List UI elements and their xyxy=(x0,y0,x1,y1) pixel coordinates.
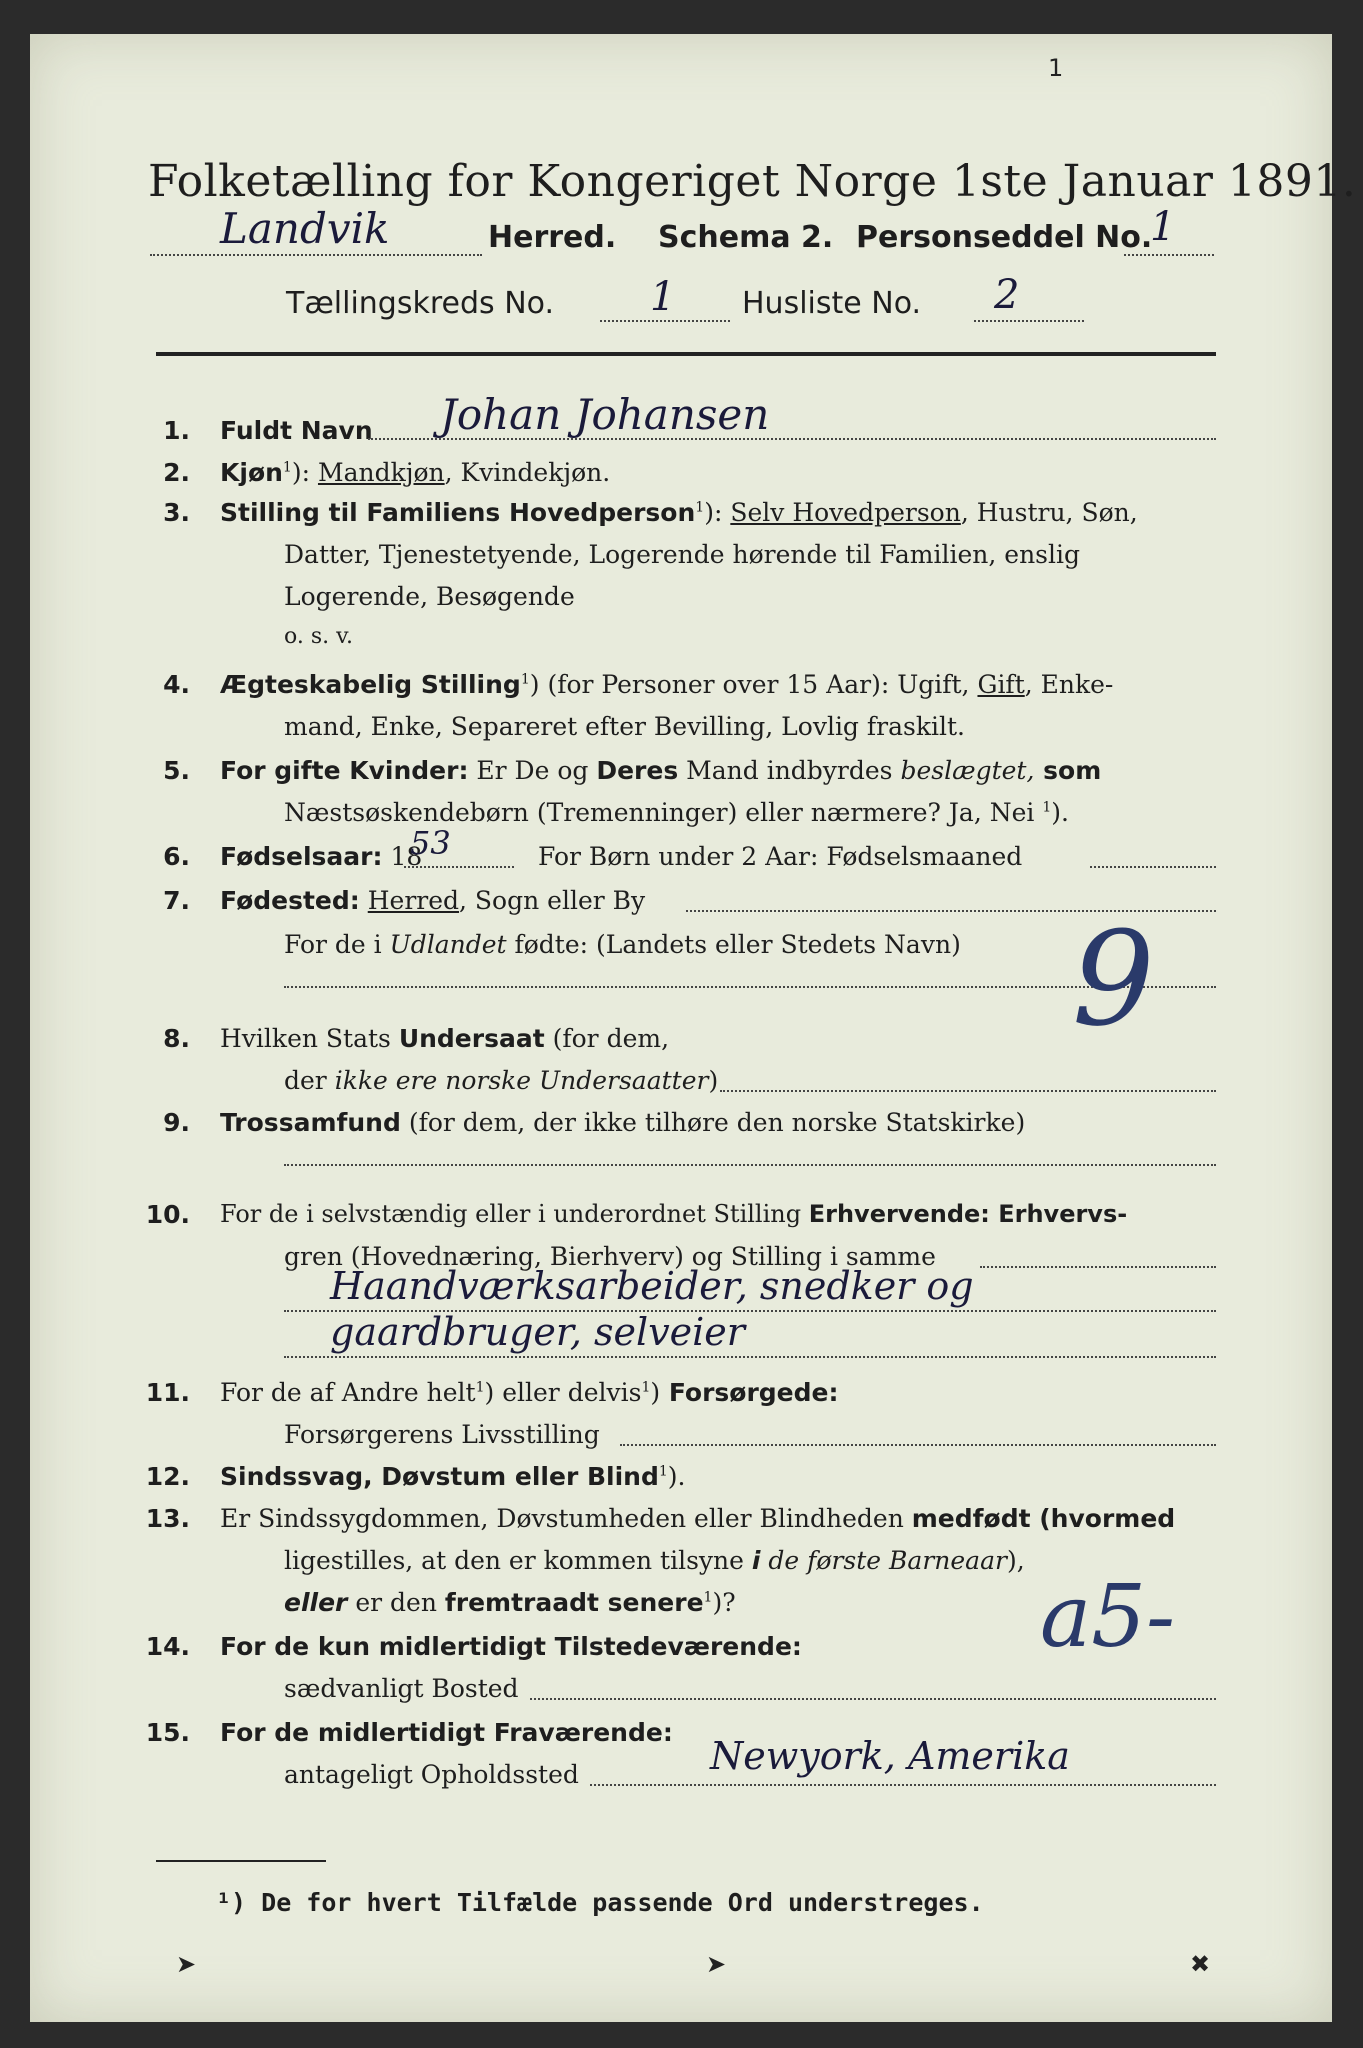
q9-dotline xyxy=(284,1164,1216,1166)
q4-line2: mand, Enke, Separeret efter Bevilling, Lovlig fraskilt. xyxy=(284,712,965,741)
q6-label: Fødselsaar: 18 xyxy=(220,842,423,871)
q15-label: For de midlertidigt Fraværende: xyxy=(220,1718,673,1747)
q3-line2: Datter, Tjenestetyende, Logerende hørende til Familien, enslig xyxy=(284,540,1081,569)
q8-number: 8. xyxy=(163,1024,190,1053)
q10-line1: For de i selvstændig eller i underordnet Stilling Erhvervende: Erhvervs- xyxy=(220,1200,1128,1228)
census-form xyxy=(30,34,1357,2022)
registration-mark-right: ✖ xyxy=(1190,1950,1211,1978)
q10-answer1: Haandværksarbeider, snedker og xyxy=(330,1264,974,1308)
personseddel-value: 1 xyxy=(1150,204,1176,250)
herred-label: Herred. xyxy=(488,220,617,255)
q7-line1: Fødested: Herred, Sogn eller By xyxy=(220,886,646,915)
q1-number: 1. xyxy=(163,416,190,445)
q8-line1: Hvilken Stats Undersaat (for dem, xyxy=(220,1024,670,1053)
q13-line2: ligestilles, at den er kommen tilsyne i de første Barneaar), xyxy=(284,1546,1025,1575)
q7-number: 7. xyxy=(163,886,190,915)
q5-line1: For gifte Kvinder: Er De og Deres Mand indbyrdes beslægtet, som xyxy=(220,756,1102,785)
q14-label: For de kun midlertidigt Tilstedeværende: xyxy=(220,1632,802,1661)
q2-number: 2. xyxy=(163,458,190,487)
husliste-value: 2 xyxy=(994,272,1020,318)
q3-line3: Logerende, Besøgende xyxy=(284,582,575,611)
personseddel-dotline xyxy=(1124,254,1214,256)
q14-line2: sædvanligt Bosted xyxy=(284,1674,519,1703)
personseddel-label: Personseddel No. xyxy=(856,220,1153,255)
q4-line1: Ægteskabelig Stilling$^1$) (for Personer over 15 Aar): Ugift, Gift, Enke- xyxy=(220,670,1114,699)
kreds-label: Tællingskreds No. xyxy=(286,286,554,321)
q10-dotline0 xyxy=(980,1266,1216,1268)
q15-answer: Newyork, Amerika xyxy=(710,1734,1070,1778)
q15-number: 15. xyxy=(145,1718,190,1747)
q6-month-dotline xyxy=(1090,866,1216,868)
page-mark: 1 xyxy=(1048,54,1064,82)
q3-number: 3. xyxy=(163,498,190,527)
q9-line1: Trossamfund (for dem, der ikke tilhøre den norske Statskirke) xyxy=(220,1108,1026,1137)
q5-line2: Næstsøskendebørn (Tremenninger) eller nærmere? Ja, Nei $^1$). xyxy=(284,798,1069,827)
husliste-label: Husliste No. xyxy=(742,286,922,321)
q10-dotline2 xyxy=(284,1356,1216,1358)
q8-line2: der ikke ere norske Undersaatter) xyxy=(284,1066,719,1095)
q11-dotline xyxy=(620,1444,1216,1446)
q5-number: 5. xyxy=(163,756,190,785)
q13-margin-mark: a5- xyxy=(1040,1567,1176,1667)
q15-dotline xyxy=(590,1784,1216,1786)
schema-label: Schema 2. xyxy=(658,220,834,255)
q1-label: Fuldt Navn xyxy=(220,416,373,445)
q6-answer: 53 xyxy=(410,824,451,862)
kreds-value: 1 xyxy=(650,274,676,320)
q6-rest: For Børn under 2 Aar: Fødselsmaaned xyxy=(538,842,1023,871)
q8-dotline xyxy=(720,1090,1216,1092)
q12-line1: Sindssvag, Døvstum eller Blind$^1$). xyxy=(220,1462,686,1491)
q6-number: 6. xyxy=(163,842,190,871)
q3-line1: Stilling til Familiens Hovedperson$^1$): Selv Hovedperson, Hustru, Søn, xyxy=(220,498,1138,527)
herred-value: Landvik xyxy=(220,204,390,253)
kreds-dotline xyxy=(600,320,730,322)
q1-answer: Johan Johansen xyxy=(440,390,770,439)
q7-line2: For de i Udlandet fødte: (Landets eller Stedets Navn) xyxy=(284,930,961,959)
q4-number: 4. xyxy=(163,670,190,699)
q10-number: 10. xyxy=(145,1200,190,1229)
q11-line1: For de af Andre helt$^1$) eller delvis$^1$) Forsørgede: xyxy=(220,1378,839,1407)
herred-dotline xyxy=(150,254,482,256)
q13-number: 13. xyxy=(145,1504,190,1533)
q13-line1: Er Sindssygdommen, Døvstumheden eller Blindheden medfødt (hvormed xyxy=(220,1504,1176,1533)
q10-answer2: gaardbruger, selveier xyxy=(330,1310,745,1354)
q15-line2: antageligt Opholdssted xyxy=(284,1760,579,1789)
q12-number: 12. xyxy=(145,1462,190,1491)
q10-line2: gren (Hovednæring, Bierhverv) og Stilling i samme xyxy=(284,1242,936,1271)
husliste-dotline xyxy=(974,320,1084,322)
q7-margin-mark: 9 xyxy=(1072,903,1155,1055)
q13-line3: eller er den fremtraadt senere$^1$)? xyxy=(284,1588,736,1617)
q11-number: 11. xyxy=(145,1378,190,1407)
q6-year-dotline xyxy=(404,866,514,868)
q9-number: 9. xyxy=(163,1108,190,1137)
q14-dotline xyxy=(530,1698,1216,1700)
q14-number: 14. xyxy=(145,1632,190,1661)
header-rule xyxy=(156,352,1216,356)
registration-mark-center: ➤ xyxy=(706,1950,727,1978)
footnote-rule xyxy=(156,1860,326,1862)
q3-line4: o. s. v. xyxy=(284,624,353,649)
q2-text: Kjøn$^1$): Mandkjøn, Kvindekjøn. xyxy=(220,458,611,487)
q11-line2: Forsørgerens Livsstilling xyxy=(284,1420,600,1449)
registration-mark-left: ➤ xyxy=(176,1950,197,1978)
form-title: Folketælling for Kongeriget Norge 1ste Januar 1891. xyxy=(148,156,1357,207)
footnote: ¹) De for hvert Tilfælde passende Ord understreges. xyxy=(216,1888,984,1917)
